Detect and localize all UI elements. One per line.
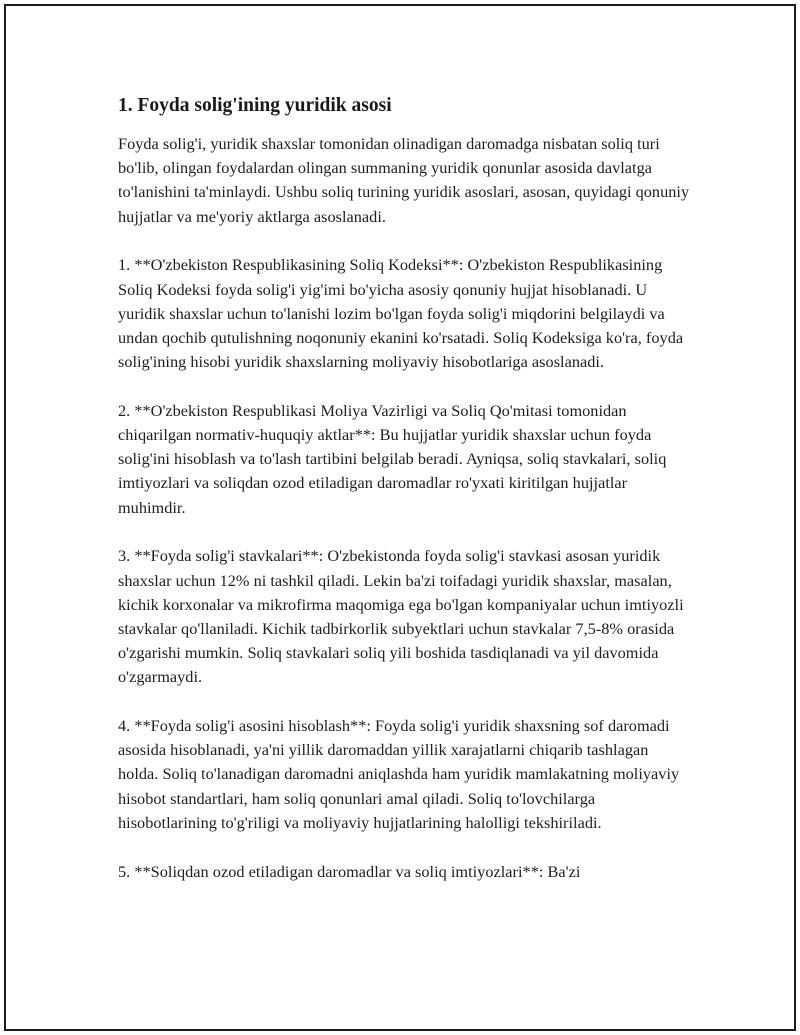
intro-paragraph: Foyda solig'i, yuridik shaxslar tomonidan olinadigan daromadga nisbatan soliq turi bo'lib, olingan foydalardan olingan summaning yuridik qonunlar asosida davlatga to'lanishini ta'minlaydi. Ushbu soliq turining yuridik asoslari, asosan, quyidagi qonuniy hujjatlar va me'yoriy aktlarga asoslanadi.: [118, 134, 690, 226]
paragraph-tax-code: 1. **O'zbekiston Respublikasining Soliq Kodeksi**: O'zbekiston Respublikasining Soliq Kodeksi foyda solig'i yig'imi bo'yicha asosiy qonuniy hujjat hisoblanadi. U yuridik shaxslar uchun to'lanishi lozim bo'lgan foyda solig'i miqdorini belgilaydi va undan qochib qutulishning noqonuniy ekanini ko'rsatadi. Soliq Kodeksiga ko'ra, foyda solig'ining hisobi yuridik shaxslarning moliyaviy hisobotlariga asoslanadi.: [118, 255, 684, 372]
paragraph-exemptions: 5. **Soliqdan ozod etiladigan daromadlar va soliq imtiyozlari**: Ba'zi: [118, 861, 581, 881]
paragraph-tax-base: 4. **Foyda solig'i asosini hisoblash**: Foyda solig'i yuridik shaxsning sof daromadi asosida hisoblanadi, ya'ni yillik daromaddan yillik xarajatlarni chiqarib tashlagan holda. Soliq to'lanadigan daromadni aniqlashda ham yuridik mamlakatning moliyaviy hisobot standartlari, ham soliq qonunlari amal qiladi. Soliq to'lovchilarga hisobotlarining to'g'riligi va moliyaviy hujjatlarining halolligi tekshiriladi.: [118, 716, 680, 832]
paragraph-tax-rates: 3. **Foyda solig'i stavkalari**: O'zbekistonda foyda solig'i stavkasi asosan yuridik shaxslar uchun 12% ni tashkil qiladi. Lekin ba'zi toifadagi yuridik shaxslar, masalan, kichik korxonalar va mikrofirma maqomiga ega bo'lgan kompaniyalar uchun imtiyozli stavkalar qo'llaniladi. Kichik tadbirkorlik subyektlari uchun stavkalar 7,5-8% orasida o'zgarishi mumkin. Soliq stavkalari soliq yili boshida tasdiqlanadi va yil davomida o'zgarmaydi.: [118, 546, 684, 687]
paragraph-regulatory-acts: 2. **O'zbekiston Respublikasi Moliya Vazirligi va Soliq Qo'mitasi tomonidan chiqarilgan normativ-huquqiy aktlar**: Bu hujjatlar yuridik shaxslar uchun foyda solig'ini hisoblash va to'lash tartibini belgilab beradi. Ayniqsa, soliq stavkalari, soliq imtiyozlari va soliqdan ozod etiladigan daromadlar ro'yxati kiritilgan hujjatlar muhimdir.: [118, 400, 667, 517]
section-heading: 1. Foyda solig'ining yuridik asosi: [118, 95, 392, 116]
document-body: [118, 92, 690, 884]
